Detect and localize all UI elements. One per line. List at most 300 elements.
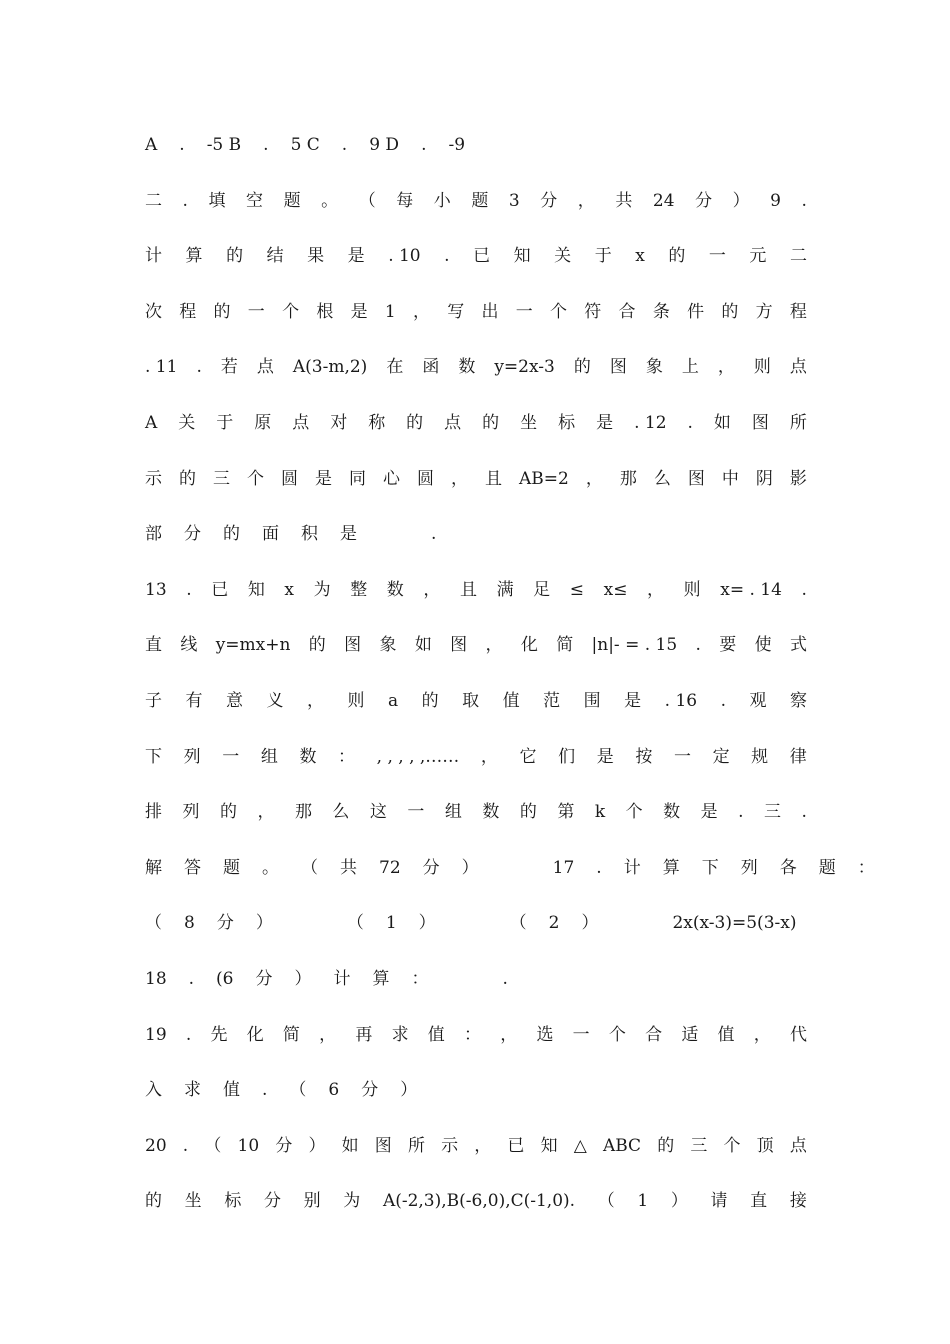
text-line [145, 464, 807, 494]
text-token: 10 [237, 1135, 260, 1156]
text-token: 式 [789, 635, 807, 656]
text-token: . [687, 413, 693, 433]
text-token: 元 [749, 246, 767, 267]
text-token: 一 [572, 1024, 590, 1045]
text-token: 化 [520, 635, 538, 656]
text-token: 的 [482, 413, 500, 433]
text-token: 的 [668, 246, 686, 267]
text-token: 同 [349, 468, 366, 489]
text-line [145, 1075, 807, 1105]
text-line [145, 797, 807, 827]
text-line [145, 686, 807, 716]
text-token: 知 [513, 246, 531, 267]
text-token: ， [480, 746, 498, 767]
text-token: 各 [779, 857, 797, 878]
text-token: 。 [262, 857, 279, 878]
text-token: 数 [299, 746, 317, 767]
text-line [145, 575, 807, 605]
text-token: ， [647, 579, 665, 600]
text-token: 的 [421, 691, 439, 711]
text-token: 的 [145, 1191, 162, 1212]
text-token: ） [255, 913, 273, 934]
text-token: 的 [219, 802, 237, 823]
text-line [145, 630, 807, 660]
text-token: 已 [211, 579, 229, 600]
text-token: 影 [789, 468, 807, 489]
text-token: 函 [422, 357, 440, 378]
text-line [145, 130, 807, 160]
text-token: 按 [635, 746, 653, 767]
text-token: 若 [220, 357, 238, 378]
text-token: 1 [637, 1191, 649, 1212]
text-token: . 11 [145, 357, 178, 378]
text-token: , , , , ,…… [376, 746, 460, 767]
text-token: 每 [396, 190, 414, 211]
text-token: 题 [223, 857, 240, 878]
text-token: 如 [713, 413, 731, 433]
text-token: 接 [789, 1191, 807, 1212]
text-token: 标 [224, 1191, 242, 1212]
text-token: 直 [145, 635, 162, 656]
text-token: 的 [406, 413, 424, 433]
text-token: 组 [444, 802, 462, 823]
text-token: 的 [223, 524, 240, 545]
text-token: 则 [683, 579, 701, 600]
text-line [145, 1020, 807, 1050]
text-token: 则 [347, 691, 365, 711]
text-token: 填 [208, 190, 226, 211]
text-token: . [196, 357, 202, 378]
text-token: 题 [283, 190, 301, 211]
text-token: ， [451, 468, 468, 489]
text-token: 子 [145, 691, 162, 711]
text-token: 图 [687, 468, 705, 489]
text-token: 共 [615, 190, 633, 211]
text-token: （ [289, 1080, 307, 1101]
text-token: 1 [385, 913, 397, 934]
text-token: 数 [482, 802, 500, 823]
text-token: 点 [292, 413, 310, 433]
text-token: 9 [770, 190, 781, 211]
text-line [145, 908, 807, 938]
text-token: 上 [681, 357, 699, 378]
text-token: 算 [662, 857, 680, 878]
text-token: 取 [462, 691, 480, 711]
text-token: 2 [548, 913, 560, 934]
text-token: 那 [619, 468, 637, 489]
text-token: 观 [749, 691, 767, 711]
text-token: 答 [184, 857, 201, 878]
text-token: 的 [308, 635, 326, 656]
text-token: 所 [407, 1135, 425, 1156]
text-token: 分 [695, 190, 713, 211]
text-token: ， [753, 1024, 771, 1045]
text-token: 律 [789, 746, 807, 767]
text-token: 直 [750, 1191, 768, 1212]
text-token: 写 [447, 301, 465, 322]
text-token: . [502, 969, 508, 989]
text-token: 符 [584, 301, 602, 322]
text-token: ， [307, 691, 324, 711]
text-token: x≤ [603, 579, 628, 600]
text-token: 个 [608, 1024, 626, 1045]
text-token: 为 [313, 579, 331, 600]
text-token: . [801, 579, 807, 600]
text-token: 们 [558, 746, 576, 767]
text-line [145, 241, 807, 271]
text-token: ， [585, 468, 603, 489]
text-token: 值 [502, 691, 520, 711]
text-token: 17 [552, 857, 575, 878]
text-token: 第 [557, 802, 575, 823]
text-token: 三 [690, 1135, 708, 1156]
text-token: 图 [344, 635, 362, 656]
text-token: 18 [145, 969, 167, 989]
text-token: 三 [763, 802, 781, 823]
text-token: ） [581, 913, 599, 934]
text-token: 是 [350, 301, 368, 322]
text-token: 下 [145, 746, 162, 767]
text-token: 于 [216, 413, 234, 433]
text-token: ， [423, 579, 441, 600]
text-token: 三 [213, 468, 230, 489]
text-token: 题 [818, 857, 836, 878]
text-token: 列 [183, 746, 201, 767]
text-token: 条 [652, 301, 670, 322]
text-token: 是 [596, 413, 614, 433]
text-token: . [720, 691, 726, 711]
text-token: ） [461, 857, 479, 878]
text-token: （ [509, 913, 527, 934]
text-token: 个 [625, 802, 643, 823]
text-token: 示 [145, 468, 162, 489]
text-token: 如 [414, 635, 432, 656]
text-token: . [185, 1024, 192, 1045]
text-token: -9 [448, 135, 466, 155]
text-token: 简 [282, 1024, 300, 1045]
text-token: 象 [645, 357, 663, 378]
text-token: 一 [708, 246, 726, 267]
text-token: 程 [789, 301, 807, 322]
text-token: 心 [383, 468, 400, 489]
text-token: 为 [343, 1191, 361, 1212]
text-token: （ [346, 913, 364, 934]
text-token: 下 [701, 857, 719, 878]
text-token: 2x(x-3)=5(3-x) [672, 913, 797, 934]
text-token: 一 [515, 301, 533, 322]
text-token: . [262, 1080, 268, 1101]
text-token: 的 [213, 301, 231, 322]
text-token: 先 [210, 1024, 228, 1045]
text-token: 意 [226, 691, 243, 711]
text-token: 阴 [755, 468, 773, 489]
text-token: 的 [721, 301, 739, 322]
text-token: 数 [663, 802, 681, 823]
text-token: . [186, 579, 192, 600]
text-token: 入 [145, 1080, 162, 1101]
text-token: 圆 [417, 468, 434, 489]
text-token: 面 [262, 524, 279, 545]
text-token: 二 [789, 246, 807, 267]
text-token: ， [500, 1024, 518, 1045]
text-token: 3 [508, 190, 520, 211]
text-token: 于 [594, 246, 612, 267]
text-token: 标 [558, 413, 576, 433]
text-token: 数 [386, 579, 404, 600]
text-line [145, 964, 807, 994]
text-token: 且 [485, 468, 502, 489]
text-token: 已 [473, 246, 491, 267]
text-token: 19 [145, 1024, 167, 1045]
text-token: 围 [583, 691, 601, 711]
text-token: ， [717, 357, 735, 378]
text-token: 点 [789, 1135, 807, 1156]
text-token: △ [573, 1135, 587, 1156]
text-token: 图 [374, 1135, 392, 1156]
text-token: 分 [422, 857, 440, 878]
text-token: 适 [681, 1024, 699, 1045]
text-token: . 16 [664, 691, 698, 711]
text-line [145, 352, 807, 382]
text-token: x [635, 246, 645, 267]
text-token: 使 [754, 635, 772, 656]
text-token: 分 [184, 524, 201, 545]
text-token: 有 [185, 691, 203, 711]
text-token: （ [145, 913, 162, 934]
text-token: ） [294, 969, 312, 989]
text-token: 分 [255, 969, 273, 989]
text-token: ， [319, 1024, 337, 1045]
text-token: . [444, 246, 450, 267]
text-token: ≤ [569, 579, 585, 600]
text-token: 再 [355, 1024, 373, 1045]
text-token: 分 [216, 913, 234, 934]
text-token: 分 [263, 1191, 281, 1212]
text-token: 共 [340, 857, 357, 878]
text-token: ） [308, 1135, 326, 1156]
text-token: x [284, 579, 295, 600]
text-token: 分 [361, 1080, 379, 1101]
text-token: 范 [543, 691, 561, 711]
text-token: 二 [145, 190, 162, 211]
text-token: |n|- = . 15 [591, 635, 678, 656]
text-token: 坐 [184, 1191, 202, 1212]
text-token: 图 [450, 635, 468, 656]
text-token: . [695, 635, 701, 656]
text-token: ， [485, 635, 503, 656]
text-token: ， [412, 301, 430, 322]
text-token: ： [338, 746, 356, 767]
text-token: 么 [332, 802, 350, 823]
text-token: 空 [246, 190, 264, 211]
text-token: 点 [256, 357, 274, 378]
text-token: 规 [751, 746, 769, 767]
text-token: （ [204, 1135, 222, 1156]
text-token: 是 [700, 802, 718, 823]
text-token: . 12 [634, 413, 667, 433]
text-token: 选 [536, 1024, 554, 1045]
text-token: 义 [266, 691, 284, 711]
text-token: 8 [184, 913, 195, 934]
text-token: 解 [145, 857, 162, 878]
text-token: 求 [391, 1024, 409, 1045]
text-token: 中 [721, 468, 739, 489]
text-token: 个 [550, 301, 568, 322]
text-token: ABC [602, 1135, 642, 1156]
text-token: 足 [533, 579, 551, 600]
text-token: ： [857, 857, 875, 878]
text-token: . [179, 135, 185, 155]
text-token: . [431, 524, 437, 545]
text-token: . 10 [388, 246, 421, 267]
text-token: 根 [316, 301, 334, 322]
text-token: 值 [717, 1024, 735, 1045]
text-line [145, 297, 807, 327]
text-token: 简 [556, 635, 574, 656]
text-line [145, 1186, 807, 1216]
text-token: . [263, 135, 269, 155]
text-token: 求 [184, 1080, 201, 1101]
text-token: 对 [330, 413, 348, 433]
text-token: 计 [333, 969, 351, 989]
text-token: . [421, 135, 427, 155]
text-token: 察 [790, 691, 807, 711]
text-token: 24 [652, 190, 675, 211]
text-token: 列 [740, 857, 758, 878]
text-token: 9 D [369, 135, 400, 155]
text-token: ， [474, 1135, 492, 1156]
text-token: 个 [723, 1135, 741, 1156]
text-token: 定 [712, 746, 730, 767]
text-token: 称 [368, 413, 386, 433]
text-token: . [188, 969, 195, 989]
text-token: ： [464, 1024, 482, 1045]
text-token: 知 [540, 1135, 558, 1156]
text-token: 件 [687, 301, 705, 322]
text-token: y=mx+n [215, 635, 291, 656]
text-token: 是 [340, 524, 357, 545]
text-token: 个 [282, 301, 300, 322]
text-token: 这 [369, 802, 387, 823]
text-token: 方 [755, 301, 773, 322]
text-token: AB=2 [519, 468, 569, 489]
text-token: . [182, 1135, 189, 1156]
text-token: 那 [294, 802, 312, 823]
text-token: 一 [222, 746, 240, 767]
text-token: 合 [645, 1024, 663, 1045]
text-token: 列 [182, 802, 200, 823]
text-token: 合 [618, 301, 636, 322]
text-token: （ [358, 190, 376, 211]
text-token: 组 [260, 746, 278, 767]
text-token: （ [301, 857, 318, 878]
text-token: 是 [596, 746, 614, 767]
text-token: 一 [247, 301, 265, 322]
text-token: . [801, 190, 807, 211]
text-token: 5 C [290, 135, 320, 155]
text-token: 1 [384, 301, 396, 322]
text-token: 坐 [520, 413, 538, 433]
text-token: 示 [441, 1135, 459, 1156]
text-token: 一 [673, 746, 691, 767]
text-token: 关 [178, 413, 196, 433]
text-token: 它 [519, 746, 537, 767]
text-token: 一 [407, 802, 425, 823]
text-token: 是 [347, 246, 365, 267]
text-token: . [182, 190, 188, 211]
text-line [145, 853, 875, 883]
text-token: 72 [379, 857, 401, 878]
text-token: 所 [789, 413, 807, 433]
text-token: ） [400, 1080, 418, 1101]
text-token: . [801, 802, 807, 823]
text-token: 整 [350, 579, 368, 600]
text-token: 积 [301, 524, 318, 545]
text-token: 部 [145, 524, 162, 545]
text-token: ） [732, 190, 750, 211]
text-token: ， [577, 190, 595, 211]
text-token: k [594, 802, 606, 823]
text-token: 次 [145, 301, 162, 322]
text-token: 算 [372, 969, 390, 989]
text-token: 点 [789, 357, 807, 378]
text-token: 数 [458, 357, 476, 378]
text-token: 满 [496, 579, 514, 600]
text-token: 且 [459, 579, 477, 600]
text-token: ） [418, 913, 436, 934]
text-token: 值 [223, 1080, 240, 1101]
text-token: 。 [321, 190, 339, 211]
text-token: 则 [753, 357, 771, 378]
text-token: 计 [145, 246, 162, 267]
text-token: A(-2,3),B(-6,0),C(-1,0). [382, 1191, 576, 1212]
text-token: 分 [540, 190, 558, 211]
text-token: 关 [554, 246, 572, 267]
text-token: 结 [266, 246, 284, 267]
text-token: . [596, 857, 602, 878]
text-token: 的 [573, 357, 591, 378]
text-token: 如 [341, 1135, 359, 1156]
text-token: 在 [386, 357, 404, 378]
text-token: 是 [624, 691, 642, 711]
text-token: 分 [275, 1135, 293, 1156]
text-token: 么 [653, 468, 671, 489]
text-token: 已 [507, 1135, 525, 1156]
text-line [145, 408, 807, 438]
text-token: 是 [315, 468, 332, 489]
text-token: 程 [179, 301, 197, 322]
text-token: y=2x-3 [494, 357, 555, 378]
text-token: 顶 [756, 1135, 774, 1156]
text-token: 的 [519, 802, 537, 823]
text-token: 别 [303, 1191, 321, 1212]
text-token: ： [411, 969, 429, 989]
text-token: A [145, 413, 158, 433]
text-line [145, 186, 807, 216]
text-token: 小 [433, 190, 451, 211]
text-token: 化 [246, 1024, 264, 1045]
text-token: 排 [145, 802, 162, 823]
text-token: ） [670, 1191, 688, 1212]
text-token: 知 [247, 579, 265, 600]
text-token: 出 [481, 301, 499, 322]
text-token: 要 [719, 635, 737, 656]
text-token: 个 [247, 468, 264, 489]
text-token: 6 [328, 1080, 340, 1101]
text-token: 值 [427, 1024, 445, 1045]
text-token: 点 [444, 413, 462, 433]
text-token: x= . 14 [720, 579, 782, 600]
